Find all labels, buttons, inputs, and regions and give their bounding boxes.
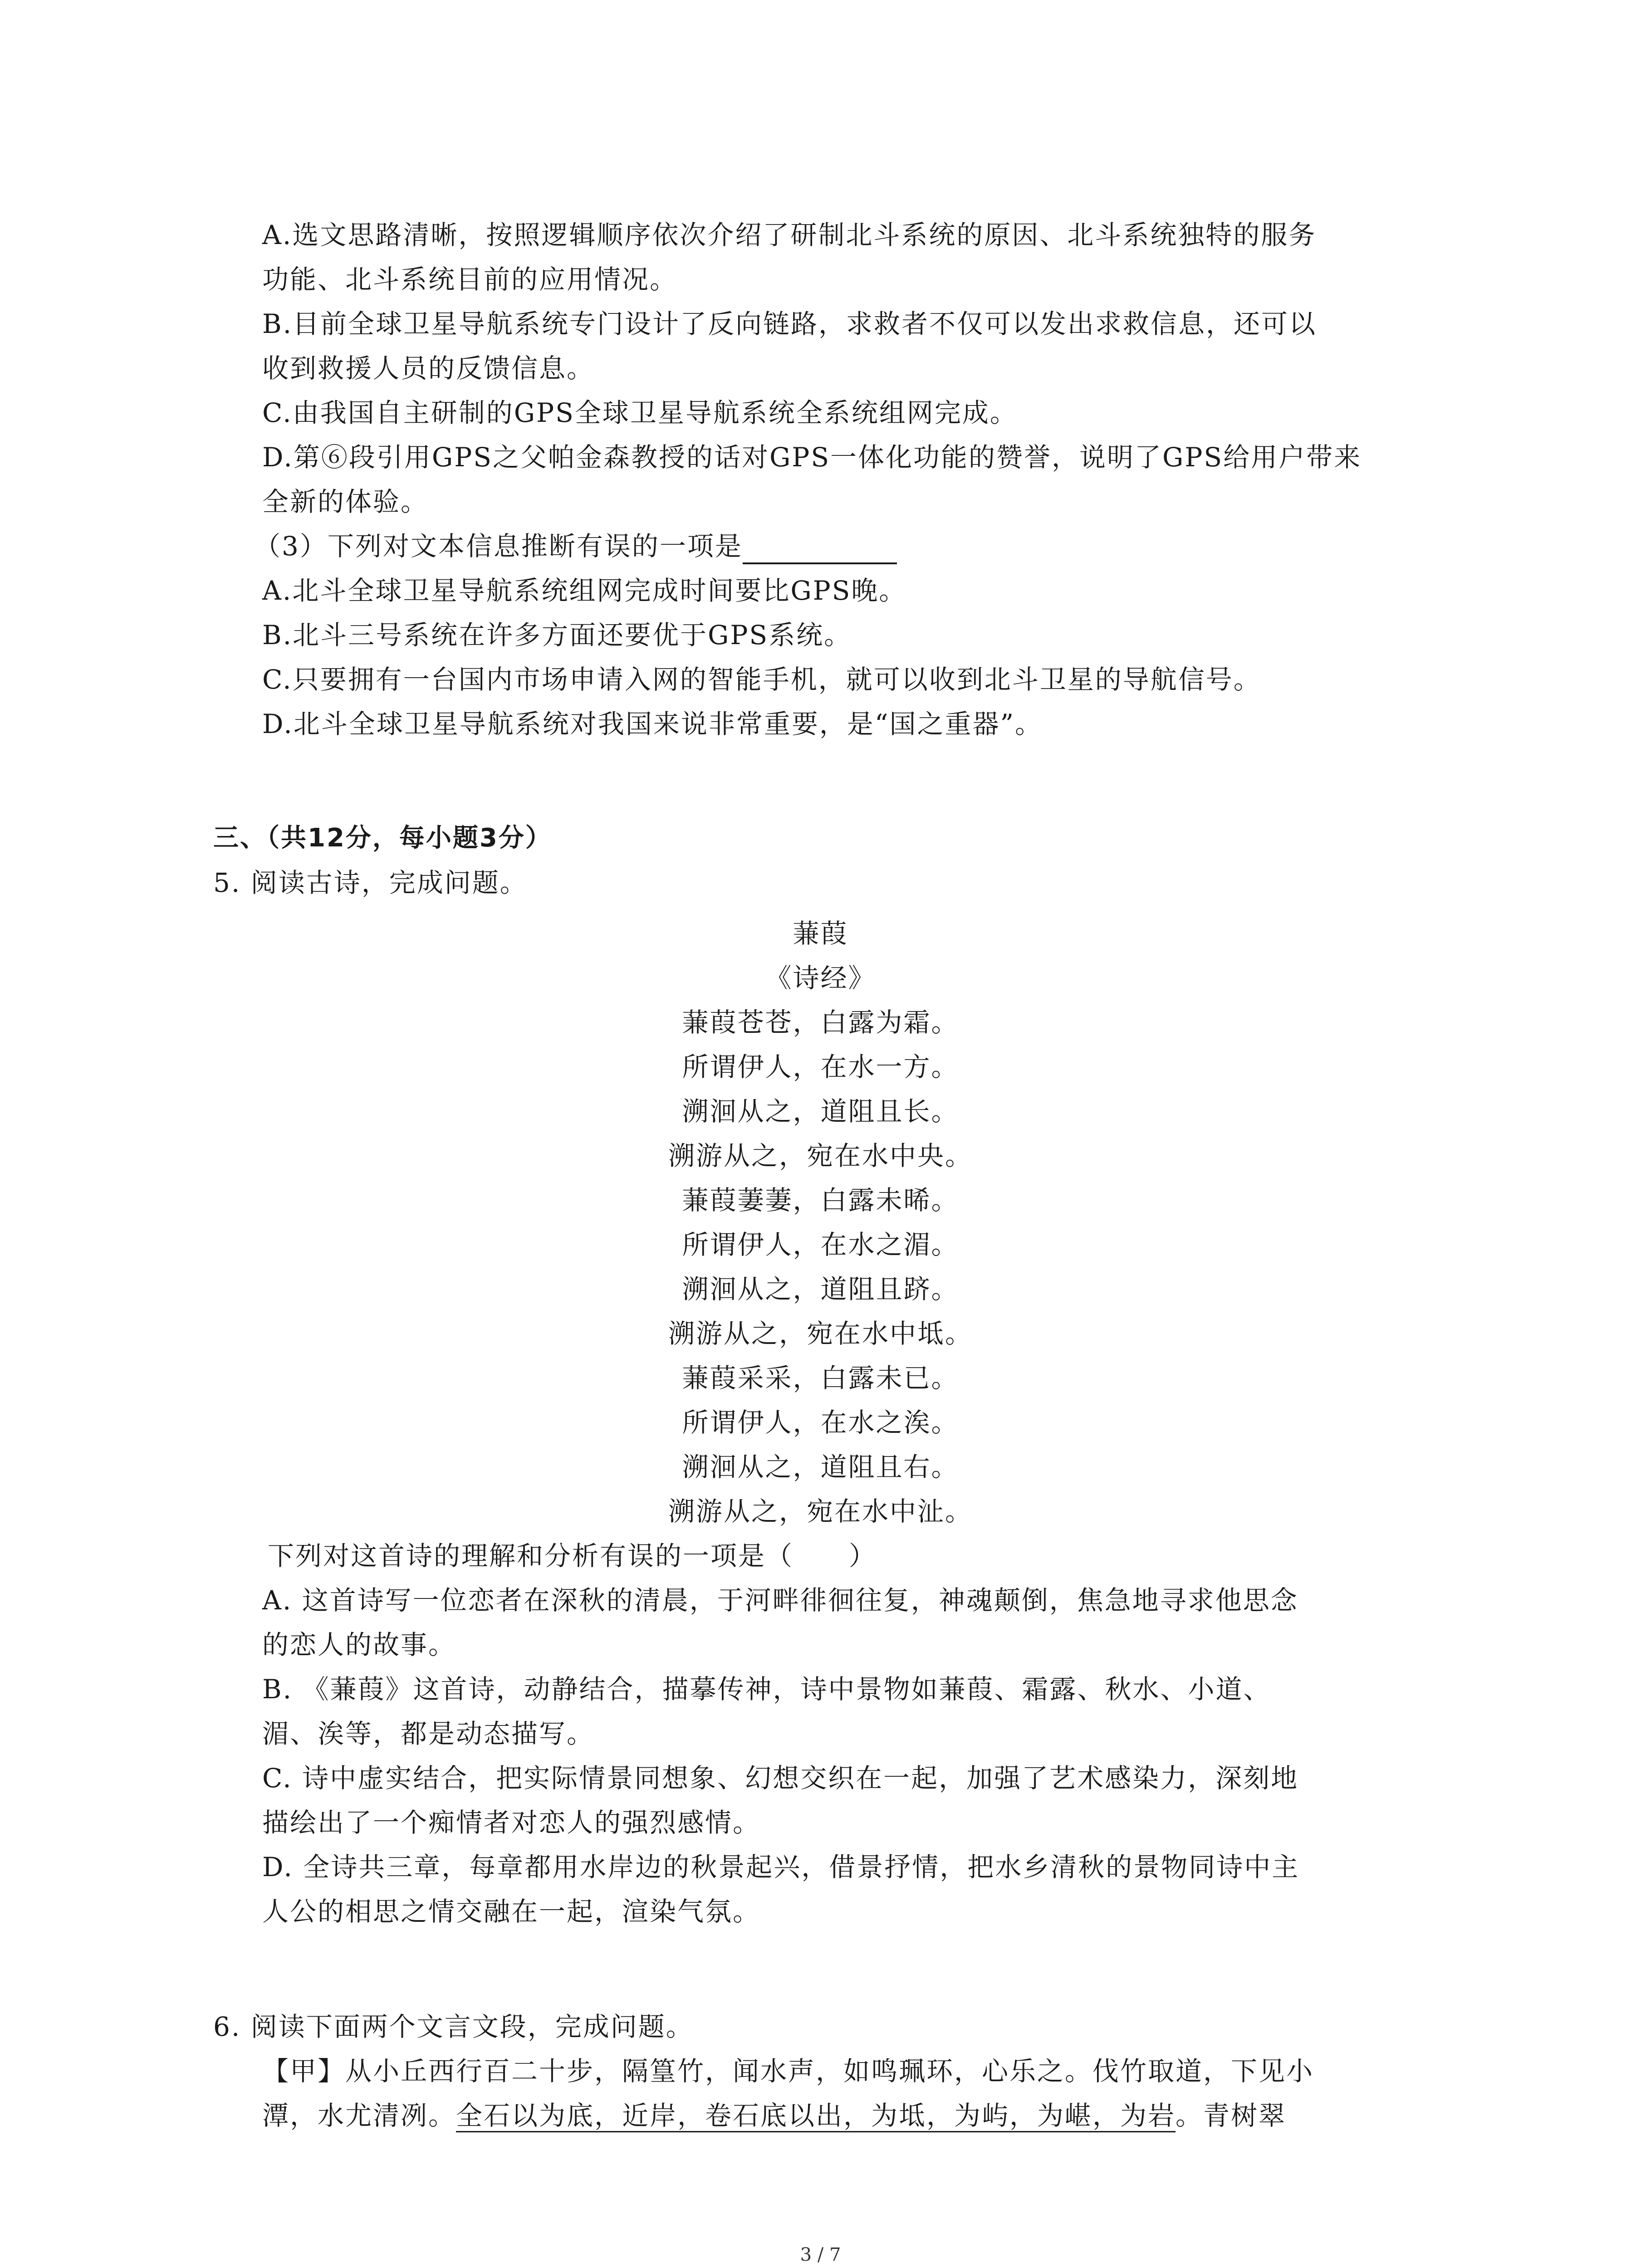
poem-source: 《诗经》	[765, 963, 876, 993]
q6-stem: 6. 阅读下面两个文言文段，完成问题。	[213, 2011, 694, 2042]
poem-line: 溯游从之，宛在水中央。	[668, 1140, 973, 1171]
q4-3-option-b: B.北斗三号系统在许多方面还要优于GPS系统。	[262, 620, 852, 650]
q4-3-option-a: A.北斗全球卫星导航系统组网完成时间要比GPS晚。	[262, 575, 907, 606]
q5-option-a-line2: 的恋人的故事。	[262, 1629, 456, 1660]
poem-line: 溯游从之，宛在水中沚。	[668, 1496, 973, 1527]
q6-passage-jia-line2	[262, 2097, 1286, 2134]
q5-option-c-line1: C. 诗中虚实结合，把实际情景同想象、幻想交织在一起，加强了艺术感染力，深刻地	[262, 1763, 1299, 1794]
q5-question: 下列对这首诗的理解和分析有误的一项是（ ）	[268, 1540, 877, 1571]
q4-option-a-line1: A.选文思路清晰，按照逻辑顺序依次介绍了研制北斗系统的原因、北斗系统独特的服务	[262, 220, 1317, 250]
poem-line: 溯洄从之，道阻且跻。	[682, 1274, 959, 1305]
passage-text: 潭，水尤清冽。	[262, 2100, 456, 2131]
poem-line: 蒹葭苍苍，白露为霜。	[682, 1007, 959, 1038]
poem-line: 蒹葭萋萋，白露未晞。	[682, 1185, 959, 1216]
section-heading: 三、（共12分，每小题3分）	[213, 823, 552, 853]
q5-option-d-line2: 人公的相思之情交融在一起，渲染气氛。	[262, 1896, 761, 1927]
q4-option-a-line2: 功能、北斗系统目前的应用情况。	[262, 264, 678, 295]
poem-line: 所谓伊人，在水之湄。	[682, 1229, 959, 1260]
q4-option-d-line1: D.第⑥段引用GPS之父帕金森教授的话对GPS一体化功能的赞誉，说明了GPS给用户带来	[262, 442, 1362, 473]
poem-line: 所谓伊人，在水之涘。	[682, 1407, 959, 1438]
q4-3-stem-text: （3）下列对文本信息推断有误的一项是	[254, 531, 743, 562]
page-number: 3 / 7	[800, 2244, 841, 2265]
poem-line: 溯洄从之，道阻且长。	[682, 1096, 959, 1127]
poem-line: 溯洄从之，道阻且右。	[682, 1452, 959, 1482]
q4-option-d-line2: 全新的体验。	[262, 486, 429, 517]
poem-line: 蒹葭采采，白露未已。	[682, 1363, 959, 1393]
q5-option-b-line2: 湄、涘等，都是动态描写。	[262, 1718, 595, 1749]
q4-3-option-d: D.北斗全球卫星导航系统对我国来说非常重要，是“国之重器”。	[262, 709, 1043, 739]
q4-option-b-line2: 收到救援人员的反馈信息。	[262, 353, 595, 384]
q4-option-c: C.由我国自主研制的GPS全球卫星导航系统全系统组网完成。	[262, 397, 1018, 428]
q6-passage-jia-line1: 【甲】从小丘西行百二十步，隔篁竹，闻水声，如鸣珮环，心乐之。伐竹取道，下见小	[262, 2056, 1314, 2087]
q5-stem: 5. 阅读古诗，完成问题。	[213, 867, 528, 898]
poem-line: 溯游从之，宛在水中坻。	[668, 1318, 973, 1349]
q4-option-b-line1: B.目前全球卫星导航系统专门设计了反向链路，求救者不仅可以发出求救信息，还可以	[262, 308, 1317, 339]
q5-option-d-line1: D. 全诗共三章，每章都用水岸边的秋景起兴，借景抒情，把水乡清秋的景物同诗中主	[262, 1852, 1300, 1882]
passage-text: 。青树翠	[1176, 2100, 1287, 2131]
poem-line: 所谓伊人，在水一方。	[682, 1051, 959, 1082]
underlined-sentence: 全石以为底，近岸，卷石底以出，为坻，为屿，为嵁，为岩	[456, 2100, 1176, 2131]
poem-title: 蒹葭	[793, 918, 848, 949]
q5-option-b-line1: B. 《蒹葭》这首诗，动静结合，描摹传神，诗中景物如蒹葭、霜露、秋水、小道、	[262, 1674, 1271, 1705]
q4-3-option-c: C.只要拥有一台国内市场申请入网的智能手机，就可以收到北斗卫星的导航信号。	[262, 664, 1261, 695]
q4-3-stem	[254, 528, 897, 564]
q5-option-a-line1: A. 这首诗写一位恋者在深秋的清晨，于河畔徘徊往复，神魂颠倒，焦急地寻求他思念	[262, 1585, 1298, 1616]
answer-blank[interactable]	[743, 534, 897, 564]
q5-option-c-line2: 描绘出了一个痴情者对恋人的强烈感情。	[262, 1807, 761, 1838]
